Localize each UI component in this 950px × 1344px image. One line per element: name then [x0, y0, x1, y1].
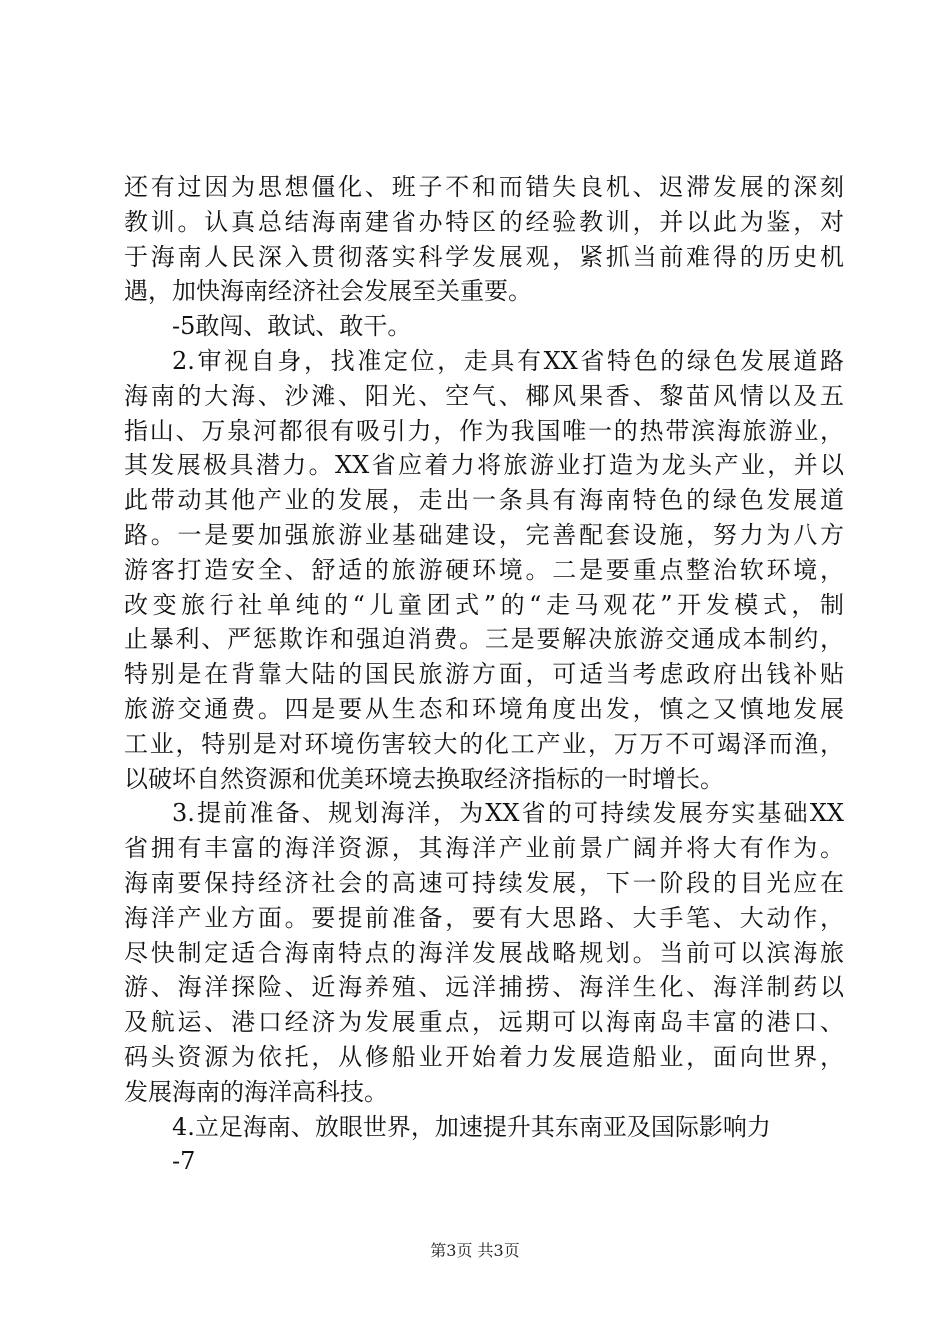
page-footer: 第3页 共3页: [430, 1241, 520, 1260]
text-line: 发展海南的海洋高科技。: [124, 1077, 388, 1106]
text-line: 2.审视自身，找准定位，走具有XX省特色的绿色发展道路: [172, 346, 844, 375]
document-body: [124, 170, 844, 1179]
text-line: 码头资源为依托，从修船业开始着力发展造船业，面向世界，: [124, 1042, 844, 1071]
text-line: 旅游交通费。四是要从生态和环境角度出发，慎之又慎地发展: [124, 694, 844, 723]
text-line: 海洋产业方面。要提前准备，要有大思路、大手笔、大动作，: [124, 903, 844, 932]
text-line: 其发展极具潜力。XX省应着力将旅游业打造为龙头产业，并以: [124, 451, 844, 480]
text-line: 改变旅行社单纯的“儿童团式”的“走马观花”开发模式，制: [124, 590, 844, 619]
text-line: 以破坏自然资源和优美环境去换取经济指标的一时增长。: [124, 764, 724, 793]
text-line: 游、海洋探险、近海养殖、远洋捕捞、海洋生化、海洋制药以: [124, 973, 844, 1002]
text-line: 工业，特别是对环境伤害较大的化工产业，万万不可竭泽而渔，: [124, 729, 844, 758]
text-line: 海南要保持经济社会的高速可持续发展，下一阶段的目光应在: [124, 868, 844, 897]
paragraph: [124, 170, 844, 309]
paragraph: [124, 1144, 844, 1179]
text-line: 止暴利、严惩欺诈和强迫消费。三是要解决旅游交通成本制约，: [124, 625, 844, 654]
paragraph: [124, 309, 844, 344]
text-line: 尽快制定适合海南特点的海洋发展战略规划。当前可以滨海旅: [124, 938, 844, 967]
text-line: -7: [172, 1147, 196, 1176]
paragraph: [124, 796, 844, 1109]
text-line: 游客打造安全、舒适的旅游硬环境。二是要重点整治软环境，: [124, 555, 844, 584]
text-line: 此带动其他产业的发展，走出一条具有海南特色的绿色发展道: [124, 486, 844, 515]
text-line: 指山、万泉河都很有吸引力，作为我国唯一的热带滨海旅游业，: [124, 416, 844, 445]
text-line: 特别是在背靠大陆的国民旅游方面，可适当考虑政府出钱补贴: [124, 660, 844, 689]
text-line: 及航运、港口经济为发展重点，远期可以海南岛丰富的港口、: [124, 1008, 844, 1037]
text-line: 路。一是要加强旅游业基础建设，完善配套设施，努力为八方: [124, 520, 844, 549]
paragraph: [124, 1110, 844, 1145]
text-line: 还有过因为思想僵化、班子不和而错失良机、迟滞发展的深刻: [124, 173, 844, 201]
text-line: -5敢闯、敢试、敢干。: [172, 312, 412, 341]
text-line: 省拥有丰富的海洋资源，其海洋产业前景广阔并将大有作为。: [124, 834, 844, 863]
paragraph: [124, 344, 844, 796]
text-line: 教训。认真总结海南建省办特区的经验教训，并以此为鉴，对: [124, 207, 844, 236]
text-line: 4.立足海南、放眼世界，加速提升其东南亚及国际影响力: [172, 1112, 771, 1141]
text-line: 遇，加快海南经济社会发展至关重要。: [124, 277, 532, 306]
text-line: 于海南人民深入贯彻落实科学发展观，紧抓当前难得的历史机: [124, 242, 844, 271]
text-line: 海南的大海、沙滩、阳光、空气、椰风果香、黎苗风情以及五: [124, 381, 844, 410]
text-line: 3.提前准备、规划海洋，为XX省的可持续发展夯实基础XX: [172, 799, 844, 828]
